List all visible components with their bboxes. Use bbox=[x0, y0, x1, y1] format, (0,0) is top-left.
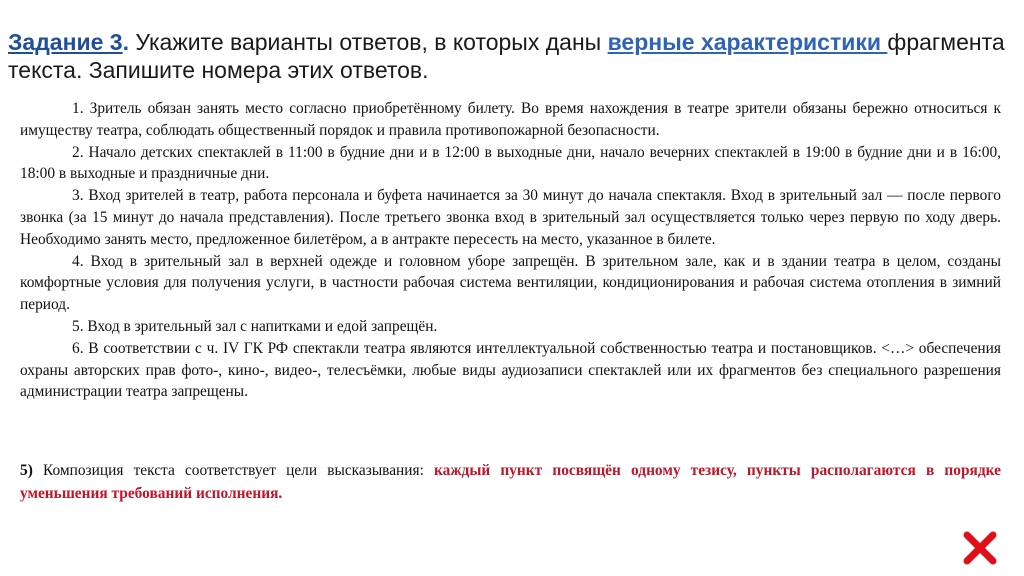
task-label-dot: . bbox=[122, 29, 129, 55]
task-highlight: верные характеристики bbox=[607, 29, 888, 55]
answer-option bbox=[20, 459, 1001, 505]
task-text-after: фрагмента текста. Запишите номера этих ответов. bbox=[8, 29, 1005, 83]
answer-number: 5) bbox=[20, 462, 33, 479]
answer-highlight: каждый пункт посвящён одному тезису, пункты располагаются в порядке уменьшения требований исполнения. bbox=[20, 462, 1001, 502]
fragment-item-2: 2. Начало детских спектаклей в 11:00 в будние дни и в 12:00 в выходные дни, начало вечерних спектаклей в 19:00 в будние дни и в 16:00, 18:00 в выходные и праздничные дни. bbox=[20, 143, 1001, 183]
fragment-item-5: 5. Вход в зрительный зал с напитками и едой запрещён. bbox=[72, 317, 438, 335]
task-text-before: Укажите варианты ответов, в которых даны bbox=[129, 29, 608, 55]
text-fragment bbox=[20, 98, 1001, 403]
fragment-item-3: 3. Вход зрителей в театр, работа персонала и буфета начинается за 30 минут до начала спектакля. Вход в зрительный зал — после первого звонка (за 15 минут до начала представления). После третьего звонка вход в зрительный зал осуществляется только через первую по ходу дверь. Необходимо занять место, предложенное билетёром, а в антракте пересесть на место, указанное в билете. bbox=[20, 187, 1001, 248]
fragment-item-6: 6. В соответствии с ч. IV ГК РФ спектакли театра являются интеллектуальной собственностью театра и постановщиков. <…> обеспечения охраны авторских прав фото-, кино-, видео-, телесъёмки, любые виды аудиозаписи спектаклей или их фрагментов без специального разрешения администрации театра запрещены. bbox=[20, 339, 1001, 401]
fragment-item-4: 4. Вход в зрительный зал в верхней одежде и головном уборе запрещён. В зрительном зале, как и в здании театра в целом, созданы комфортные условия для получения услуги, в частности рабочая система вентиляции, кондиционирования и рабочая система отопления в зимний период. bbox=[20, 252, 1001, 314]
cross-icon bbox=[962, 530, 998, 566]
answer-text: Композиция текста соответствует цели высказывания: bbox=[32, 462, 435, 479]
task-label: Задание 3 bbox=[8, 29, 123, 55]
fragment-item-1: 1. Зритель обязан занять место согласно приобретённому билету. Во время нахождения в театре зрители обязаны бережно относиться к имуществу театра, соблюдать общественный порядок и правила противопожарной безопасности. bbox=[20, 100, 1001, 139]
task-header bbox=[8, 28, 1018, 84]
